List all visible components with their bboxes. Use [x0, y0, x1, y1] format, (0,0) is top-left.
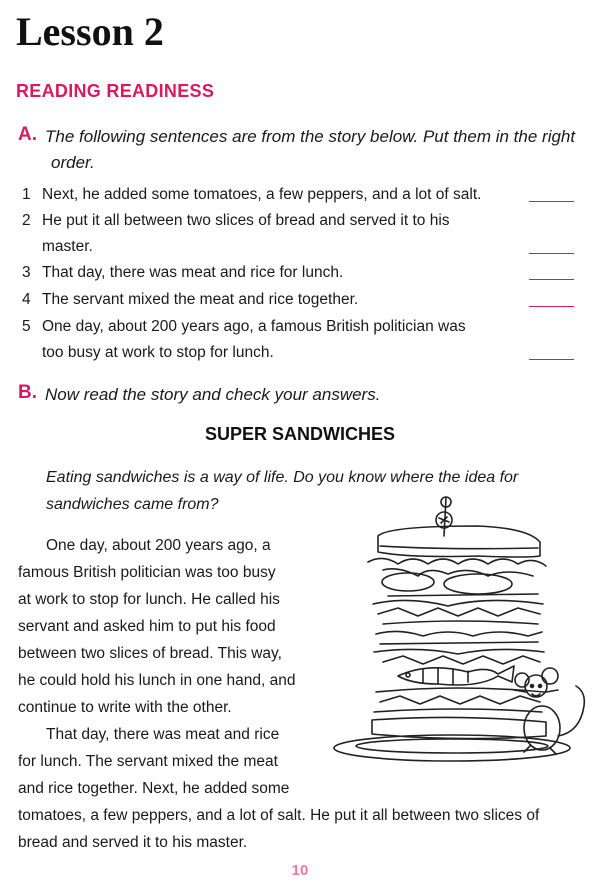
list-item	[22, 208, 574, 260]
item-text-line1: One day, about 200 years ago, a famous British politician was	[42, 318, 466, 335]
item-text	[42, 314, 522, 366]
answer-blank-5[interactable]	[529, 359, 574, 360]
item-number: 2	[22, 212, 31, 229]
part-a-instruction	[45, 124, 585, 176]
list-item	[22, 287, 574, 313]
item-text: That day, there was meat and rice for lunch.	[42, 264, 344, 281]
story-intro-line2: sandwiches came from?	[46, 496, 219, 513]
story-line: at work to stop for lunch. He called his	[18, 591, 280, 608]
story-line: and rice together. Next, he added some	[18, 780, 290, 797]
lesson-title: Lesson 2	[16, 9, 164, 54]
item-text	[42, 208, 522, 260]
item-text-line2: master.	[42, 238, 93, 255]
story-line: for lunch. The servant mixed the meat	[18, 753, 278, 770]
item-text-line2: too busy at work to stop for lunch.	[42, 344, 274, 361]
story-line: tomatoes, a few peppers, and a lot of salt. He put it all between two slices of	[18, 807, 540, 824]
story-intro-line1: Eating sandwiches is a way of life. Do you know where the idea for	[46, 469, 519, 486]
sandwich-illustration	[328, 496, 590, 780]
toothpick-olive-icon	[436, 497, 452, 536]
story-line: he could hold his lunch in one hand, and	[18, 672, 296, 689]
story-title: SUPER SANDWICHES	[204, 424, 396, 444]
list-item	[22, 182, 574, 208]
answer-blank-3[interactable]	[529, 279, 574, 280]
answer-blank-4[interactable]	[529, 306, 574, 307]
item-text: The servant mixed the meat and rice together.	[42, 291, 359, 308]
part-a-letter: A.	[18, 124, 37, 145]
story-line: One day, about 200 years ago, a	[46, 537, 271, 554]
part-a-instruction-line1: The following sentences are from the story below. Put them in the right	[45, 127, 576, 146]
answer-blank-1[interactable]	[529, 201, 574, 202]
story-line: servant and asked him to put his food	[18, 618, 276, 635]
item-text: Next, he added some tomatoes, a few peppers, and a lot of salt.	[42, 186, 482, 203]
item-number: 4	[22, 291, 31, 308]
story-line: famous British politician was too busy	[18, 564, 276, 581]
page-number: 10	[291, 862, 309, 879]
list-item	[22, 260, 574, 286]
list-item	[22, 314, 574, 366]
answer-blank-2[interactable]	[529, 253, 574, 254]
item-number: 1	[22, 186, 31, 203]
story-line: between two slices of bread. This way,	[18, 645, 282, 662]
part-b-instruction: Now read the story and check your answers.	[45, 385, 381, 404]
story-line: bread and served it to his master.	[18, 834, 248, 851]
item-text-line1: He put it all between two slices of bread and served it to his	[42, 212, 450, 229]
story-line: That day, there was meat and rice	[46, 726, 280, 743]
section-heading: READING READINESS	[16, 81, 215, 101]
item-number: 3	[22, 264, 31, 281]
item-number: 5	[22, 318, 31, 335]
part-a-instruction-line2: order.	[51, 153, 95, 172]
part-b-letter: B.	[18, 382, 37, 403]
story-line: continue to write with the other.	[18, 699, 232, 716]
fish-icon	[398, 666, 514, 685]
